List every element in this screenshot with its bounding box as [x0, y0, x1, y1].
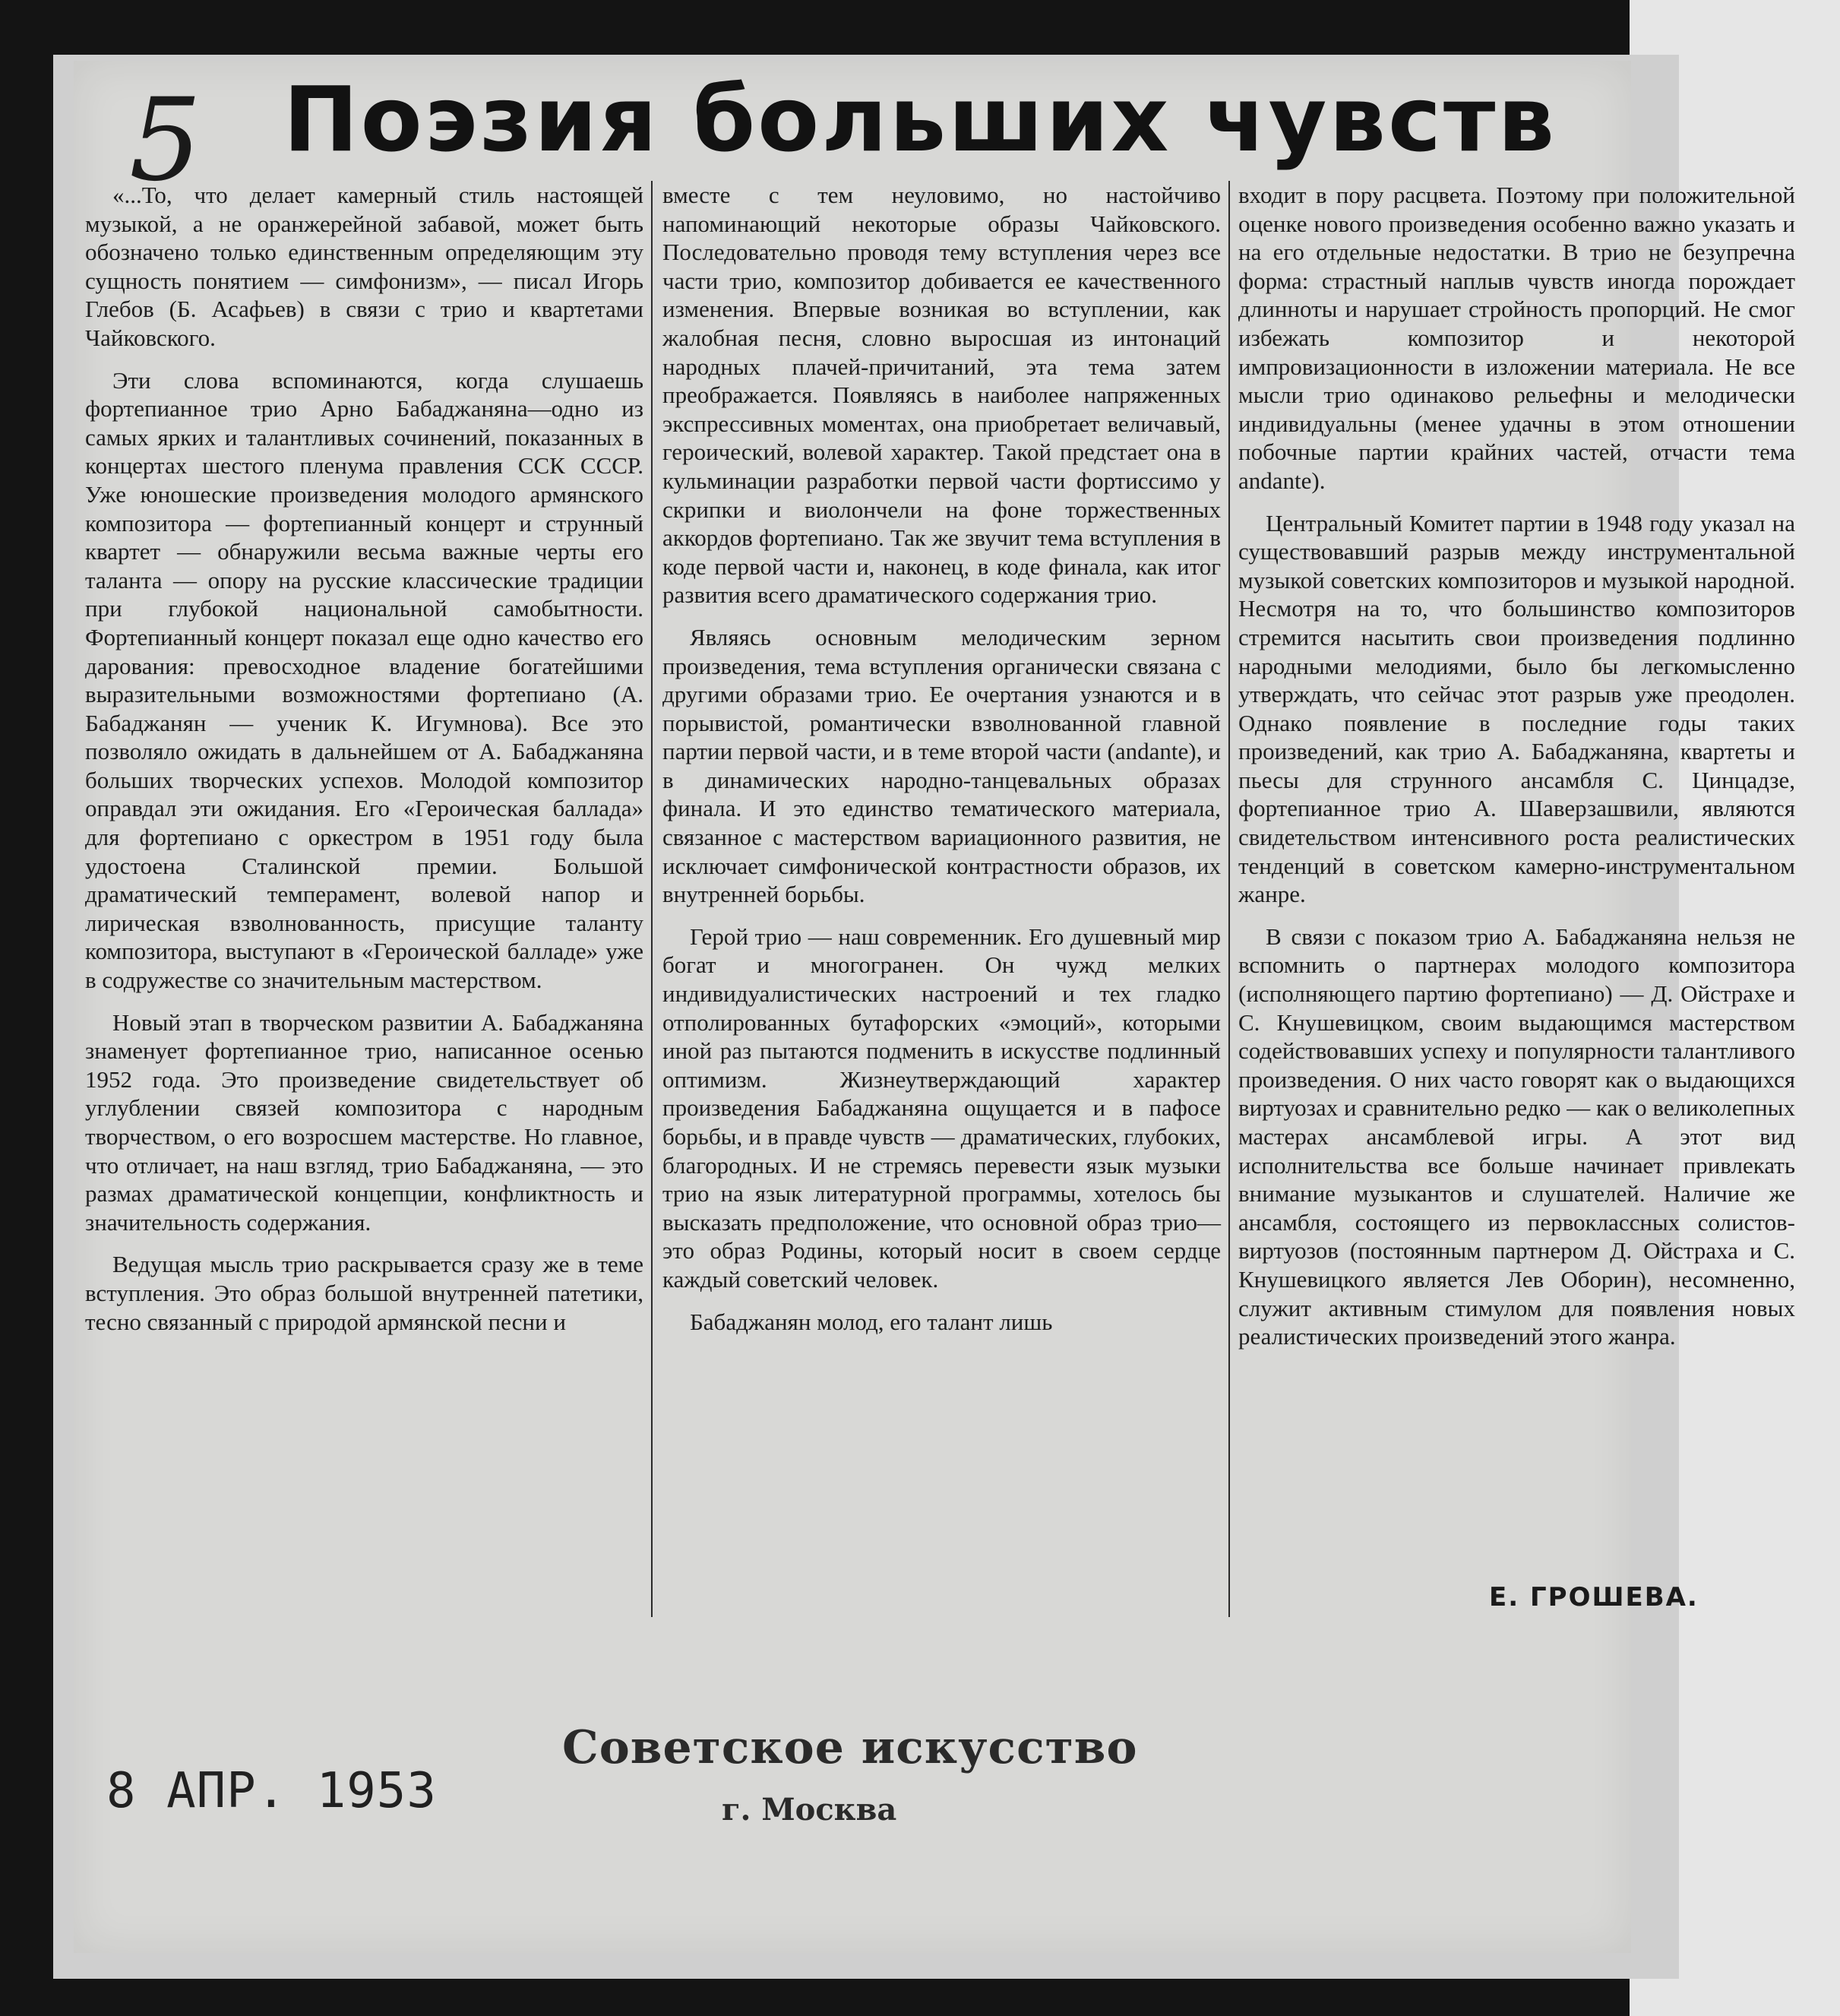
article-column-2: [662, 181, 1221, 1336]
paragraph: Центральный Комитет партии в 1948 году указал на существовавший разрыв между инструментальной музыкой советских композиторов и музыкой народной. Несмотря на то, что большинство композиторов стремится насытить свои произведения подлинно народными мелодиями, было бы легкомысленно утверждать, что сейчас этот разрыв уже преодолен. Однако появление в последние годы таких произведений, как трио А. Бабаджаняна, квартеты и пьесы для струнного ансамбля С. Цинцадзе, фортепианное трио А. Шаверзашвили, являются свидетельством интенсивного роста реалистических тенденций в советском камерно-инструментальном жанре.: [1238, 509, 1795, 908]
paragraph: «...То, что делает камерный стиль настоящей музыкой, а не оранжерейной забавой, может быть обозначено только единственным определяющим эту сущность понятием — симфонизм», — писал Игорь Глебов (Б. Асафьев) в связи с трио и квартетами Чайковского.: [85, 182, 643, 351]
paragraph: Бабаджанян молод, его талант лишь: [690, 1308, 1053, 1335]
paragraph: Ведущая мысль трио раскрывается сразу же в теме вступления. Это образ большой внутренней патетики, тесно связанный с природой армянской песни и: [85, 1251, 643, 1335]
date-stamp: 8 АПР. 1953: [106, 1763, 437, 1819]
article-headline: Поэзия больших чувств: [283, 67, 1557, 172]
city-stamp: г. Москва: [722, 1792, 897, 1828]
article-column-1: [85, 181, 643, 1336]
paragraph: Герой трио — наш современник. Его душевный мир богат и многогранен. Он чужд мелких индивидуалистических настроений и тех гладко отполированных бутафорских «эмоций», которыми иной раз пытаются подменить в искусстве подлинный оптимизм. Жизнеутверждающий характер произведения Бабаджаняна ощущается и в пафосе борьбы, и в правде чувств — драматических, глубоких, благородных. И не стремясь перевести язык музыки трио на язык литературной программы, хотелось бы высказать предположение, что основной образ трио—это образ Родины, который носит в своем сердце каждый советский человек.: [662, 923, 1221, 1293]
paragraph: входит в пору расцвета. Поэтому при положительной оценке нового произведения особенно важно указать и на его отдельные недостатки. В трио не безупречна форма: страстный наплыв чувств иногда порождает длинноты и нарушает стройность пропорций. Не смог избежать композитор и некоторой импровизационности в изложении материала. Не все мысли трио одинаково рельефны и мелодически индивидуальны (менее удачны в этом отношении побочные партии крайних частей, отчасти тема andante).: [1238, 182, 1795, 494]
paragraph: Новый этап в творческом развитии А. Бабаджаняна знаменует фортепианное трио, написанное осенью 1952 года. Это произведение свидетельствует об углублении связей композитора с народным творчеством, о его возросшем мастерстве. Но главное, что отличает, на наш взгляд, трио Бабаджаняна, — это размах драматической концепции, конфликтность и значительность содержания.: [85, 1008, 643, 1236]
paragraph: Эти слова вспоминаются, когда слушаешь фортепианное трио Арно Бабаджаняна—одно из самых ярких и талантливых сочинений, показанных в концертах шестого пленума правления ССК СССР. Уже юношеские произведения молодого армянского композитора — фортепианный концерт и струнный квартет — обнаружили весьма важные черты его таланта — опору на русские классические традиции при глубокой национальной самобытности. Фортепианный концерт показал еще одно качество его дарования: превосходное владение богатейшими выразительными возможностями фортепиано (А. Бабаджанян — ученик К. Игумнова). Все это позволяло ожидать в дальнейшем от А. Бабаджаняна больших творческих успехов. Молодой композитор оправдал эти ожидания. Его «Героическая баллада» для фортепиано с оркестром в 1951 году была удостоена Сталинской премии. Большой драматический темперамент, волевой напор и лирическая взволнованность, присущие таланту композитора, выступают в «Героической балладе» уже в содружестве со значительным мастерством.: [85, 366, 643, 994]
paragraph: вместе с тем неуловимо, но настойчиво напоминающий некоторые образы Чайковского. Последовательно проводя тему вступления через все части трио, композитор добивается ее качественного изменения. Впервые возникая во вступлении, как жалобная песня, словно выросшая из интонаций народных плачей-причитаний, эта тема затем преображается. Появляясь в наиболее напряженных экспрессивных моментах, она приобретает величавый, героический, волевой характер. Такой предстает она в кульминации разработки первой части фортиссимо у скрипки и виолончели на фоне торжественных аккордов фортепиано. Так же звучит тема вступления в коде первой части и, наконец, в коде финала, как итог развития всего драматического содержания трио.: [662, 182, 1221, 609]
article-column-3: [1238, 181, 1795, 1351]
paragraph: В связи с показом трио А. Бабаджаняна нельзя не вспомнить о партнерах молодого композитора (исполняющего партию фортепиано) — Д. Ойстрахе и С. Кнушевицком, своим выдающимся мастерством содействовавших успеху и популярности талантливого произведения. О них часто говорят как о выдающихся виртуозах и сравнительно редко — как о великолепных мастерах ансамблевой игры. А этот вид исполнительства все больше начинает привлекать внимание музыкантов и слушателей. Наличие же ансамбля, состоящего из первоклассных солистов-виртуозов (постоянным партнером Д. Ойстраха и С. Кнушевицкого является Лев Оборин), несомненно, служит активным стимулом для появления новых реалистических произведений этого жанра.: [1238, 923, 1795, 1350]
handwritten-page-number: 5: [129, 74, 202, 207]
author-signature: Е. ГРОШЕВА.: [1489, 1582, 1699, 1612]
column-rule: [651, 181, 653, 1617]
paragraph: Являясь основным мелодическим зерном произведения, тема вступления органически связана с другими образами трио. Ее очертания узнаются и в порывистой, романтически взволнованной главной партии первой части, и в теме второй части (andante), и в динамических народно-танцевальных образах финала. И это единство тематического материала, связанное с мастерством вариационного развития, не исключает симфонической контрастности образов, их внутренней борьбы.: [662, 623, 1221, 908]
newspaper-name-stamp: Советское искусство: [562, 1721, 1138, 1774]
column-rule: [1228, 181, 1230, 1617]
